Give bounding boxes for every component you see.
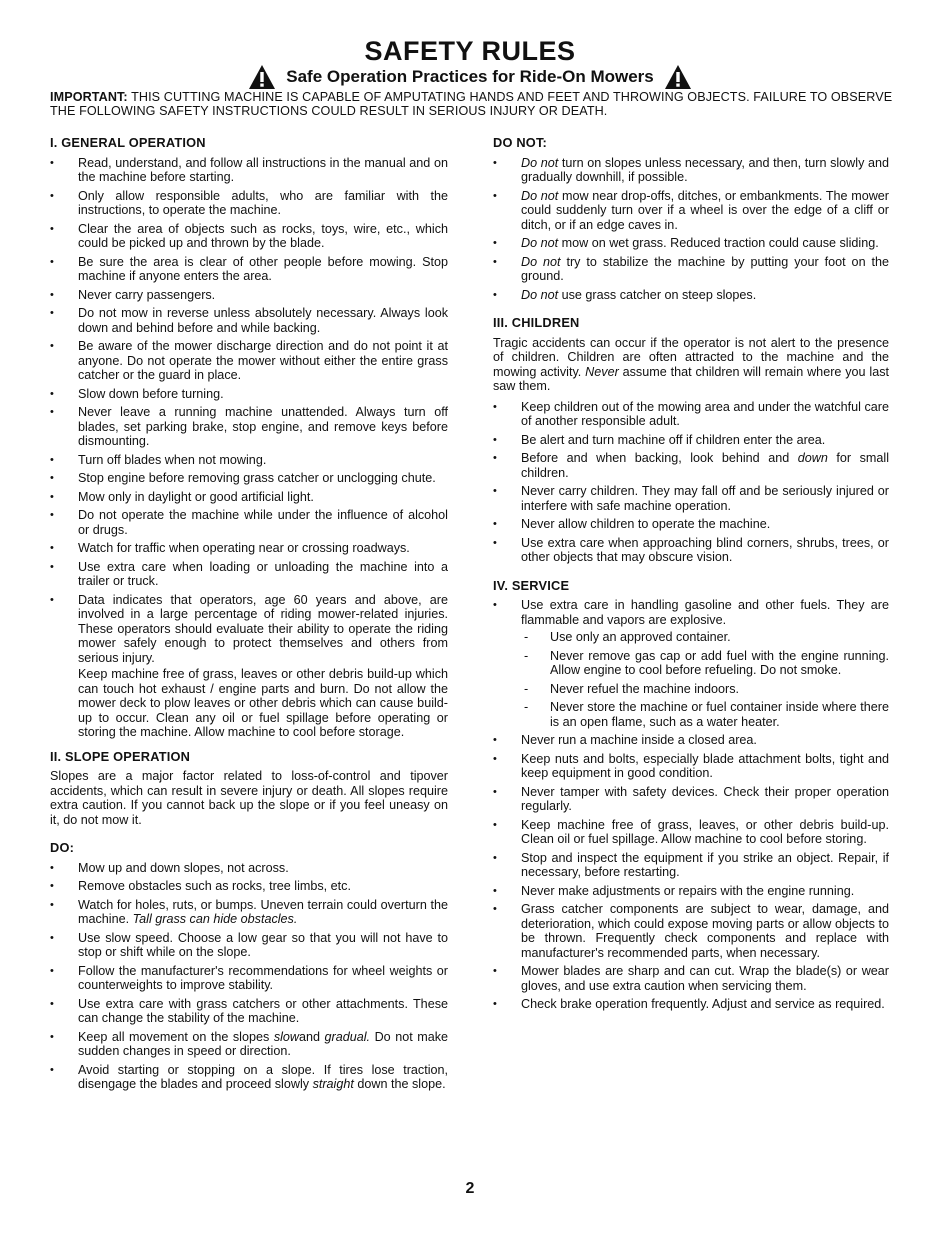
list-item: • Never allow children to operate the machine. (493, 517, 889, 532)
list-item: • Keep machine free of grass, leaves, or other debris build-up. Clean oil or fuel spillage. Allow machine to cool before storing. (493, 818, 889, 847)
do-watch-italic: Tall grass can hide obstacles. (132, 912, 298, 926)
do-keep-text: Keep all movement on the slopes (78, 1029, 270, 1044)
page-subtitle (0, 64, 940, 90)
donot-text: turn on slopes unless necessary, and then, turn slowly and gradually downhill, if possible. (521, 155, 890, 184)
warning-triangle-icon (664, 64, 692, 90)
list-item: • Do not operate the machine while under the influence of alcohol or drugs. (50, 508, 448, 537)
list-item: • Never make adjustments or repairs with the engine running. (493, 884, 889, 899)
donot-italic: Do not (521, 287, 559, 302)
list-item: • Clear the area of objects such as rocks, toys, wire, etc., which could be picked up and thrown by the blade. (50, 222, 448, 251)
children-intro (493, 336, 889, 394)
children-intro-text: Tragic accidents can occur if the operator is not alert to the presence of children. Children are often attracted to the machine and the mowing activity. (493, 335, 889, 379)
list-item: • Use slow speed. Choose a low gear so that you will not have to stop or shift while on the slope. (50, 931, 448, 960)
sub-list-item: - Never refuel the machine indoors. (521, 682, 889, 697)
list-item: • Remove obstacles such as rocks, tree limbs, etc. (50, 879, 448, 894)
backing-italic: down (797, 451, 828, 465)
important-label: IMPORTANT: (50, 90, 128, 104)
list-item (493, 189, 889, 233)
do-avoid-rest: down the slope. (357, 1077, 446, 1091)
do-heading: DO: (50, 840, 75, 855)
list-item (493, 288, 889, 303)
backing-rest: for small children. (521, 451, 889, 480)
list-item: • Follow the manufacturer's recommendations for wheel weights or counterweights to improve stability. (50, 964, 448, 993)
list-item: • Be aware of the mower discharge direction and do not point it at anyone. Do not operate the mower without either the entire grass catcher or the guard in place. (50, 339, 448, 383)
list-item: • Never tamper with safety devices. Check their proper operation regularly. (493, 785, 889, 814)
list-item: • Mow up and down slopes, not across. (50, 861, 448, 876)
list-item: • Keep children out of the mowing area and under the watchful care of another responsible adult. (493, 400, 889, 429)
donot-text: mow on wet grass. Reduced traction could cause sliding. (561, 236, 879, 250)
list-item (50, 1030, 448, 1059)
list-item: • Read, understand, and follow all instructions in the manual and on the machine before starting. (50, 156, 448, 185)
list-item (50, 1063, 448, 1092)
data-item-continuation: Keep machine free of grass, leaves or other debris build-up which can touch hot exhaust / engine parts and burn. Do not allow the mower deck to plow leaves or other debris which can cause build-up to occur. Clean any oil or fuel spillage before operating or storing the machine. Allow machine to cool before storage. (78, 667, 448, 739)
sub-list-item: - Use only an approved container. (521, 630, 889, 645)
list-item (493, 255, 889, 284)
do-keep-italic-slow: slow (273, 1029, 300, 1044)
slope-intro: Slopes are a major factor related to loss-of-control and tipover accidents, which can result in severe injury or death. All slopes require extra caution. If you cannot back up the slope or if you feel uneasy on it, do not mow it. (50, 769, 448, 827)
donot-text: mow near drop-offs, ditches, or embankments. The mower could suddenly turn over if a wheel is over the edge of a cliff or ditch, or if an edge caves in. (521, 188, 890, 232)
donot-text: try to stabilize the machine by putting your foot on the ground. (521, 254, 890, 283)
list-item: • Watch for traffic when operating near or crossing roadways. (50, 541, 448, 556)
list-item: • Be alert and turn machine off if children enter the area. (493, 433, 889, 448)
list-item: • Stop and inspect the equipment if you strike an object. Repair, if necessary, before restarting. (493, 851, 889, 880)
backing-text: Before and when backing, look behind and (521, 451, 790, 465)
do-watch-text: Watch for holes, ruts, or bumps. Uneven terrain could overturn the machine. (78, 897, 448, 926)
list-item (50, 898, 448, 927)
donot-heading: DO NOT: (493, 135, 548, 150)
list-item: • Use extra care when approaching blind corners, shrubs, trees, or other objects that may obscure vision. (493, 536, 889, 565)
donot-text: use grass catcher on steep slopes. (561, 287, 757, 302)
list-item: • Stop engine before removing grass catcher or unclogging chute. (50, 471, 448, 486)
list-item (50, 593, 448, 740)
right-column (493, 136, 889, 1022)
do-avoid-italic: straight (312, 1077, 354, 1091)
service-sub-list (521, 630, 889, 729)
list-item: • Never run a machine inside a closed area. (493, 733, 889, 748)
list-item: • Slow down before turning. (50, 387, 448, 402)
page-number: 2 (465, 1180, 475, 1197)
subtitle-text: Safe Operation Practices for Ride-On Mowers (286, 67, 654, 86)
children-intro-italic: Never (585, 364, 619, 379)
service-list (493, 598, 889, 1012)
service-first-text: Use extra care in handling gasoline and other fuels. They are flammable and vapors are explosive. (521, 598, 889, 627)
left-column (50, 136, 448, 1102)
list-item: • Never leave a running machine unattended. Always turn off blades, set parking brake, stop engine, and remove keys before dismounting. (50, 405, 448, 449)
list-item (493, 451, 889, 480)
sub-list-item: - Never store the machine or fuel container inside where there is an open flame, such as a water heater. (521, 700, 889, 729)
donot-italic: Do not (521, 236, 559, 250)
children-intro-rest: assume that children will remain where you last saw them. (493, 364, 890, 393)
section-heading-slope: II. SLOPE OPERATION (50, 748, 191, 764)
children-list (493, 400, 889, 565)
page-title: SAFETY RULES (364, 36, 576, 66)
do-keep-rest: Do not make sudden changes in speed or direction. (78, 1029, 449, 1058)
donot-italic: Do not (521, 254, 561, 269)
important-text: THIS CUTTING MACHINE IS CAPABLE OF AMPUTATING HANDS AND FEET AND THROWING OBJECTS. FAILURE TO OBSERVE THE FOLLOWING SAFETY INSTRUCTIONS COULD RESULT IN SERIOUS INJURY OR DEATH. (50, 90, 893, 118)
list-item: • Do not mow in reverse unless absolutely necessary. Always look down and behind before and while backing. (50, 306, 448, 335)
list-item: • Check brake operation frequently. Adjust and service as required. (493, 997, 889, 1012)
list-item: • Mower blades are sharp and can cut. Wrap the blade(s) or wear gloves, and use extra caution when servicing them. (493, 964, 889, 993)
list-item: • Never carry children. They may fall off and be seriously injured or interfere with safe machine operation. (493, 484, 889, 513)
do-avoid-text: Avoid starting or stopping on a slope. If tires lose traction, disengage the blades and proceed slowly (78, 1062, 448, 1091)
list-item (493, 156, 889, 185)
warning-triangle-icon (248, 64, 276, 90)
do-keep-italic-gradual: gradual. (324, 1029, 371, 1044)
list-item (493, 598, 889, 729)
list-item: • Turn off blades when not mowing. (50, 453, 448, 468)
list-item: • Use extra care when loading or unloading the machine into a trailer or truck. (50, 560, 448, 589)
donot-list (493, 156, 889, 303)
section-heading-general: I. GENERAL OPERATION (50, 135, 206, 150)
general-list (50, 156, 448, 740)
data-item-text: Data indicates that operators, age 60 years and above, are involved in a large percentage of riding mower-related injuries. These operators should evaluate their ability to operate the riding mower safely enough to protect themselves and others from serious injury. (78, 592, 448, 665)
section-heading-service: IV. SERVICE (493, 577, 570, 593)
important-notice (50, 91, 895, 118)
section-heading-children: III. CHILDREN (493, 315, 580, 330)
list-item: • Never carry passengers. (50, 288, 448, 303)
list-item: • Grass catcher components are subject to wear, damage, and deterioration, which could expose moving parts or allow objects to be thrown. Frequently check components and replace with manufacturer's recommended parts, when necessary. (493, 902, 889, 960)
donot-italic: Do not (521, 188, 559, 203)
do-list (50, 861, 448, 1092)
list-item: • Only allow responsible adults, who are familiar with the instructions, to operate the machine. (50, 189, 448, 218)
sub-list-item: - Never remove gas cap or add fuel with the engine running. Allow engine to cool before refueling. Do not smoke. (521, 649, 889, 678)
list-item: • Mow only in daylight or good artificial light. (50, 490, 448, 505)
do-keep-and: and (299, 1029, 321, 1044)
list-item: • Use extra care with grass catchers or other attachments. These can change the stability of the machine. (50, 997, 448, 1026)
list-item (493, 236, 889, 251)
list-item: • Be sure the area is clear of other people before mowing. Stop machine if anyone enters the area. (50, 255, 448, 284)
list-item: • Keep nuts and bolts, especially blade attachment bolts, tight and keep equipment in good condition. (493, 752, 889, 781)
donot-italic: Do not (521, 155, 559, 170)
